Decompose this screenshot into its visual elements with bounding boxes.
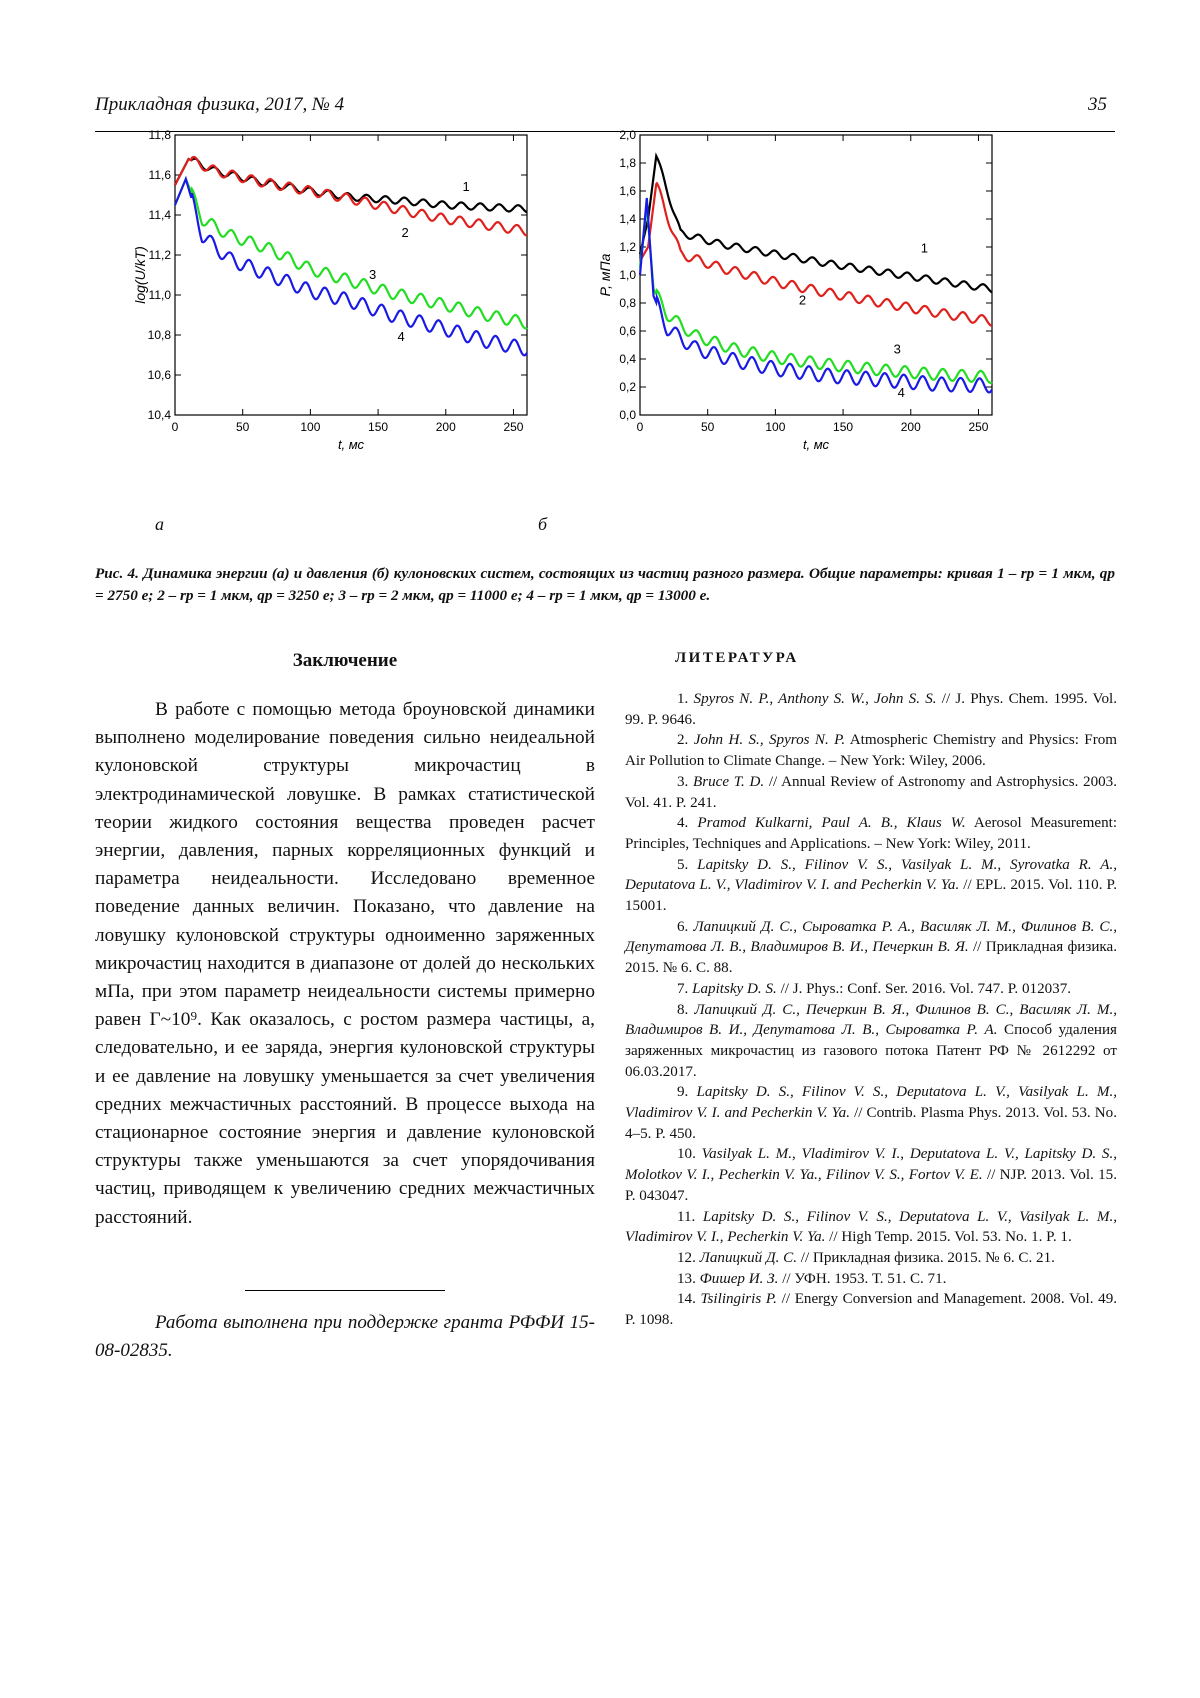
- conclusion-text: В работе с помощью метода броуновской динамики выполнено моделирование поведения сильно неидеальной кулоновской структуры микрочастиц в электродинамической ловушке. В рамках статистической теории жидкого состояния вещества проведен расчет энергии, давления, парных корреляционных функций и параметра неидеальности. Исследовано временное поведение данных величин. Показано, что давление на ловушку кулоновской структуры одноименно заряженных микрочастиц находится в диапазоне от долей до нескольких мПа, при этом параметр неидеальности системы примерно равен Γ~10⁹. Как оказалось, с ростом размера частицы, а, следовательно, и ее заряда, энергия кулоновской структуры и ее давление на ловушку уменьшается за счет увеличения средних межчастичных расстояний. В процессе выхода на стационарное состояние энергия и давление кулоновской структуры также уменьшаются за счет упорядочивания частиц, приводящем к увеличению средних межчастичных расстояний.: [95, 699, 595, 1228]
- reference-source: // J. Phys. Chem. 1995. Vol. 99. P. 9646.: [625, 691, 1118, 728]
- reference-number: 13.: [677, 1270, 700, 1287]
- x-axis-label: t, мс: [337, 437, 365, 452]
- reference-item: [625, 855, 1117, 917]
- acknowledgement: Работа выполнена при поддержке гранта РФФИ 15-08-02835.: [95, 1311, 595, 1361]
- reference-item: [625, 1248, 1117, 1269]
- reference-authors: Spyros N. P., Anthony S. W., John S. S.: [693, 691, 937, 707]
- reference-source: // EPL. 2015. Vol. 110. P. 15001.: [625, 877, 1118, 915]
- reference-number: 12.: [677, 1249, 700, 1266]
- panel-label-b: б: [538, 514, 548, 534]
- reference-authors: Tsilingiris P.: [700, 1291, 777, 1308]
- series-line-3: [640, 205, 992, 383]
- reference-item: [625, 813, 1117, 854]
- reference-authors: Lapitsky D. S., Filinov V. S., Deputatova L. V., Vasilyak L. M., Vladimirov V. I. and Pecherkin V. Ya.: [625, 1084, 1118, 1122]
- reference-authors: Pramod Kulkarni, Paul A. B., Klaus W.: [697, 815, 966, 832]
- references-section: [625, 650, 1117, 1331]
- page-header: [95, 91, 1115, 132]
- y-tick-label: 11,4: [148, 208, 171, 222]
- reference-item: [625, 1082, 1117, 1144]
- reference-source: Atmospheric Chemistry and Physics: From Air Pollution to Climate Change. – New York: Wiley, 2006.: [625, 732, 1118, 770]
- reference-number: 4.: [677, 815, 698, 832]
- reference-source: // Contrib. Plasma Phys. 2013. Vol. 53. No. 4–5. P. 450.: [625, 1105, 1117, 1142]
- reference-number: 7.: [677, 980, 693, 997]
- reference-source: // J. Phys.: Conf. Ser. 2016. Vol. 747. P. 012037.: [776, 980, 1072, 997]
- y-tick-label: 1,8: [619, 156, 636, 170]
- reference-number: 8.: [677, 1001, 695, 1018]
- x-tick-label: 150: [368, 420, 389, 434]
- reference-authors: Фишер И. З.: [699, 1270, 779, 1287]
- reference-source: // Annual Review of Astronomy and Astrophysics. 2003. Vol. 41. P. 241.: [625, 773, 1117, 811]
- x-tick-label: 100: [765, 420, 786, 434]
- reference-authors: Lapitsky D. S., Filinov V. S., Vasilyak L. M., Syrovatka R. A., Deputatova L. V., Vladimirov V. I. and Pecherkin V. Ya.: [625, 856, 1117, 894]
- x-tick-label: 150: [833, 420, 854, 434]
- reference-source: // УФН. 1953. Т. 51. С. 71.: [778, 1270, 947, 1287]
- reference-number: 14.: [677, 1291, 701, 1308]
- reference-number: 3.: [677, 773, 694, 790]
- x-axis-label: t, мс: [802, 437, 830, 452]
- y-tick-label: 1,2: [619, 240, 636, 254]
- y-tick-label: 11,0: [148, 288, 171, 302]
- conclusion-title: Заключение: [292, 650, 398, 671]
- reference-item: [625, 1289, 1117, 1330]
- reference-source: // Прикладная физика. 2015. № 6. С. 21.: [796, 1249, 1055, 1266]
- reference-item: [625, 730, 1117, 771]
- reference-authors: Лапицкий Д. С.: [699, 1249, 797, 1266]
- reference-authors: Лапицкий Д. С., Сыроватка Р. А., Василяк Л. М., Филинов В. С., Депутатова Л. В., Владимиров В. И., Печеркин В. Я.: [625, 918, 1117, 956]
- reference-number: 9.: [677, 1084, 697, 1101]
- x-tick-label: 50: [236, 420, 250, 434]
- reference-source: // Прикладная физика. 2015. № 6. С. 88.: [625, 939, 1118, 977]
- x-tick-label: 100: [300, 420, 321, 434]
- reference-number: 1.: [677, 691, 694, 707]
- references-title: ЛИТЕРАТУРА: [675, 650, 799, 666]
- page-number: 35: [1088, 94, 1107, 115]
- reference-number: 5.: [677, 856, 698, 873]
- reference-item: [625, 772, 1117, 813]
- reference-item: [625, 917, 1117, 979]
- y-tick-label: 10,4: [147, 408, 171, 422]
- y-tick-label: 11,8: [148, 128, 171, 142]
- y-tick-label: 10,6: [147, 368, 171, 382]
- x-tick-label: 250: [968, 420, 989, 434]
- x-tick-label: 0: [171, 420, 179, 434]
- y-tick-label: 0,4: [619, 352, 636, 366]
- reference-authors: John H. S., Spyros N. P.: [693, 732, 846, 749]
- y-axis-label: log(U/kT): [132, 246, 148, 304]
- y-tick-label: 0,0: [619, 408, 636, 422]
- reference-number: 10.: [677, 1146, 702, 1163]
- y-tick-label: 1,6: [619, 184, 636, 198]
- y-tick-label: 2,0: [619, 128, 636, 142]
- reference-source: Способ удаления заряженных микрочастиц из газового потока Патент РФ № 2612292 от 06.03.2017.: [625, 1022, 1117, 1080]
- series-line-4: [175, 179, 527, 355]
- reference-authors: Vasilyak L. M., Vladimirov V. I., Deputatova L. V., Lapitsky D. S., Molotkov V. I., Pecherkin V. Ya., Filinov V. S., Fortov V. E.: [625, 1146, 1117, 1184]
- y-tick-label: 1,4: [619, 212, 636, 226]
- reference-authors: Lapitsky D. S.: [692, 980, 777, 997]
- reference-authors: Lapitsky D. S., Filinov V. S., Deputatova L. V., Vasilyak L. M., Vladimirov V. I., Pecherkin V. Ya.: [625, 1208, 1117, 1246]
- reference-source: // Energy Conversion and Management. 2008. Vol. 49. P. 1098.: [625, 1291, 1118, 1329]
- reference-number: 2.: [677, 732, 694, 749]
- series-label-3: 3: [893, 341, 901, 357]
- reference-item: [625, 1000, 1117, 1083]
- reference-source: // High Temp. 2015. Vol. 53. No. 1. P. 1.: [825, 1229, 1072, 1246]
- series-label-1: 1: [920, 240, 928, 256]
- reference-number: 6.: [677, 918, 694, 935]
- plot-frame: [175, 135, 527, 415]
- reference-item: [625, 1269, 1117, 1290]
- journal-title: Прикладная физика, 2017, № 4: [95, 94, 345, 115]
- reference-item: [625, 979, 1117, 1000]
- series-line-2: [640, 183, 992, 325]
- y-tick-label: 10,8: [147, 328, 171, 342]
- y-tick-label: 11,6: [148, 168, 171, 182]
- reference-item: [625, 1144, 1117, 1206]
- reference-source: // NJP. 2013. Vol. 15. P. 043047.: [625, 1167, 1117, 1204]
- y-axis-label: P, мПа: [597, 253, 613, 297]
- reference-item: [625, 1207, 1117, 1248]
- reference-number: 11.: [677, 1208, 703, 1225]
- y-tick-label: 0,8: [619, 296, 636, 310]
- series-line-1: [640, 156, 992, 292]
- x-tick-label: 200: [900, 420, 921, 434]
- y-tick-label: 1,0: [619, 268, 636, 282]
- reference-authors: Лапицкий Д. С., Печеркин В. Я., Филинов В. С., Василяк Л. М., Владимиров В. И., Депутатова Л. В., Сыроватка Р. А.: [625, 1001, 1118, 1039]
- y-tick-label: 0,6: [619, 324, 636, 338]
- reference-item: [625, 689, 1117, 730]
- series-label-2: 2: [401, 225, 409, 240]
- x-tick-label: 0: [636, 420, 644, 434]
- pressure-chart: [597, 128, 1025, 493]
- series-line-1: [175, 159, 527, 213]
- energy-chart: [132, 128, 560, 493]
- y-tick-label: 0,2: [619, 380, 636, 394]
- figure-caption: Рис. 4. Динамика энергии (а) и давления (б) кулоновских систем, состоящих из частиц разного размера. Общие параметры: кривая 1 – rp = 1 мкм, qp = 2750 e; 2 – rp = 1 мкм, qp = 3250 e; 3 – rp = 2 мкм, qp = 11000 e; 4 – rp = 1 мкм, qp = 13000 e.: [95, 565, 1115, 604]
- x-tick-label: 50: [701, 420, 715, 434]
- x-tick-label: 200: [435, 420, 456, 434]
- series-label-2: 2: [798, 292, 807, 308]
- series-label-1: 1: [462, 179, 470, 194]
- panel-label-a: а: [155, 514, 164, 534]
- footnote-divider: [245, 1290, 445, 1291]
- conclusion-section: [95, 650, 595, 1365]
- series-label-3: 3: [369, 267, 377, 282]
- series-label-4: 4: [897, 384, 905, 400]
- series-label-4: 4: [397, 329, 405, 344]
- y-tick-label: 11,2: [148, 248, 171, 262]
- reference-list: [625, 689, 1117, 1331]
- x-tick-label: 250: [503, 420, 524, 434]
- reference-authors: Bruce T. D.: [693, 773, 765, 790]
- reference-source: Aerosol Measurement: Principles, Techniques and Applications. – New York: Wiley, 2011.: [625, 815, 1118, 852]
